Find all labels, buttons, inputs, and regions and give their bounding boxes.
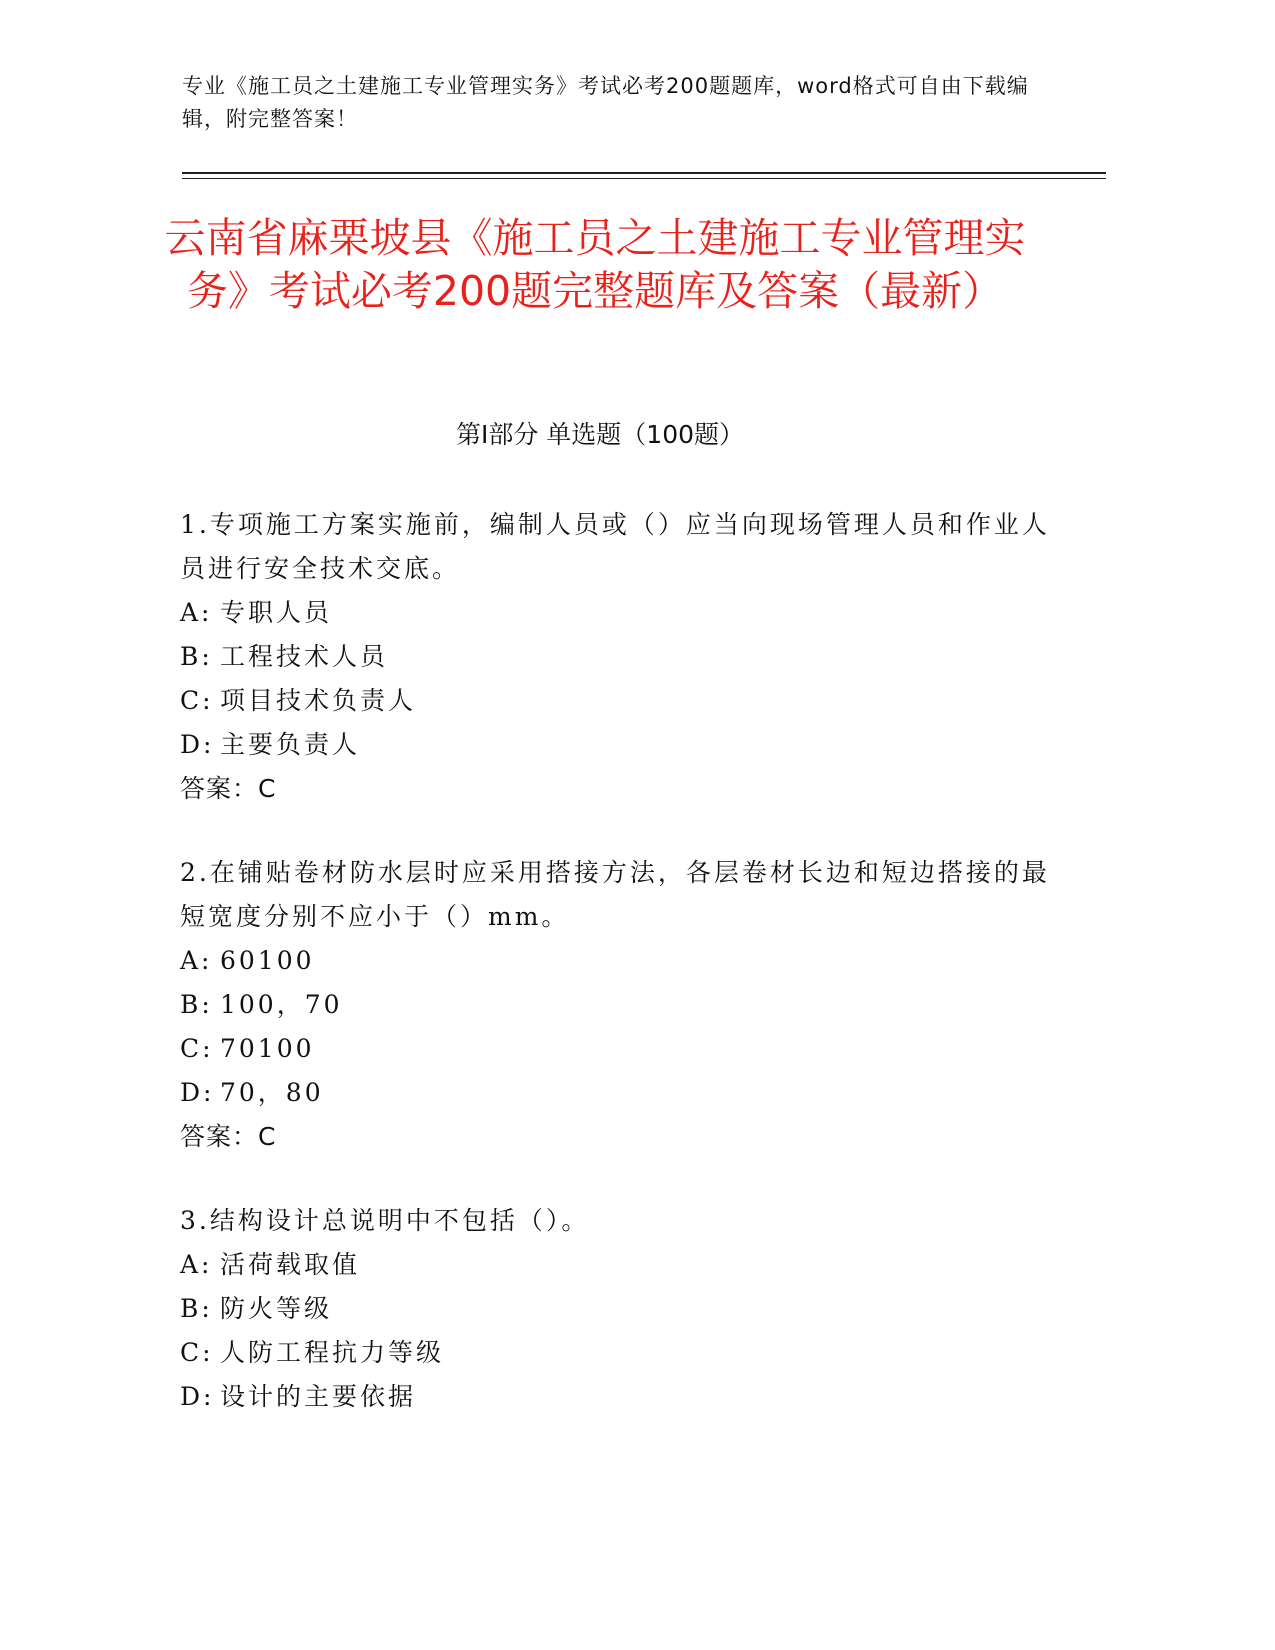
option-text: 活荷载取值 <box>220 1250 361 1279</box>
option-text: 项目技术负责人 <box>220 686 417 715</box>
option-text: 人防工程抗力等级 <box>220 1338 445 1367</box>
question-stem: 2.在铺贴卷材防水层时应采用搭接方法，各层卷材长边和短边搭接的最短宽度分别不应小于（）mm。 <box>180 858 1050 931</box>
section-title: 第I部分 单选题（100题） <box>455 420 745 449</box>
option-d <box>180 1071 1050 1115</box>
answer: 答案：C <box>180 1122 277 1151</box>
header-divider-thick <box>182 172 1106 174</box>
question-1 <box>180 503 1050 811</box>
option-text: 主要负责人 <box>220 730 361 759</box>
option-letter: D: <box>180 1078 215 1107</box>
answer: 答案：C <box>180 774 277 803</box>
option-a <box>180 1243 1050 1287</box>
option-text: 70100 <box>220 1034 315 1063</box>
option-letter: C: <box>180 686 214 715</box>
option-a <box>180 591 1050 635</box>
option-letter: B: <box>180 1294 213 1323</box>
option-text: 工程技术人员 <box>220 642 389 671</box>
option-text: 设计的主要依据 <box>220 1382 417 1411</box>
option-text: 100，70 <box>220 990 343 1019</box>
option-letter: A: <box>180 1250 213 1279</box>
question-stem: 1.专项施工方案实施前，编制人员或（）应当向现场管理人员和作业人员进行安全技术交底。 <box>180 510 1050 583</box>
option-b <box>180 1287 1050 1331</box>
option-d <box>180 723 1050 767</box>
option-c <box>180 679 1050 723</box>
question-stem: 3.结构设计总说明中不包括（）。 <box>180 1206 590 1235</box>
option-c <box>180 1027 1050 1071</box>
option-letter: D: <box>180 730 215 759</box>
option-d <box>180 1375 1050 1419</box>
option-letter: A: <box>180 946 213 975</box>
header-note: 专业《施工员之土建施工专业管理实务》考试必考200题题库，word格式可自由下载编辑，附完整答案！ <box>182 74 1029 131</box>
option-a <box>180 939 1050 983</box>
option-b <box>180 983 1050 1027</box>
option-letter: C: <box>180 1338 214 1367</box>
document-title: 云南省麻栗坡县《施工员之土建施工专业管理实务》考试必考200题完整题库及答案（最新） <box>164 214 1026 315</box>
option-letter: A: <box>180 598 213 627</box>
question-2 <box>180 851 1050 1159</box>
option-letter: B: <box>180 642 213 671</box>
option-letter: C: <box>180 1034 214 1063</box>
option-text: 70，80 <box>220 1078 324 1107</box>
option-text: 60100 <box>220 946 315 975</box>
option-letter: B: <box>180 990 213 1019</box>
question-3 <box>180 1199 1050 1419</box>
option-text: 专职人员 <box>220 598 333 627</box>
option-letter: D: <box>180 1382 215 1411</box>
header-divider-thin <box>182 178 1106 179</box>
option-text: 防火等级 <box>220 1294 333 1323</box>
option-c <box>180 1331 1050 1375</box>
option-b <box>180 635 1050 679</box>
